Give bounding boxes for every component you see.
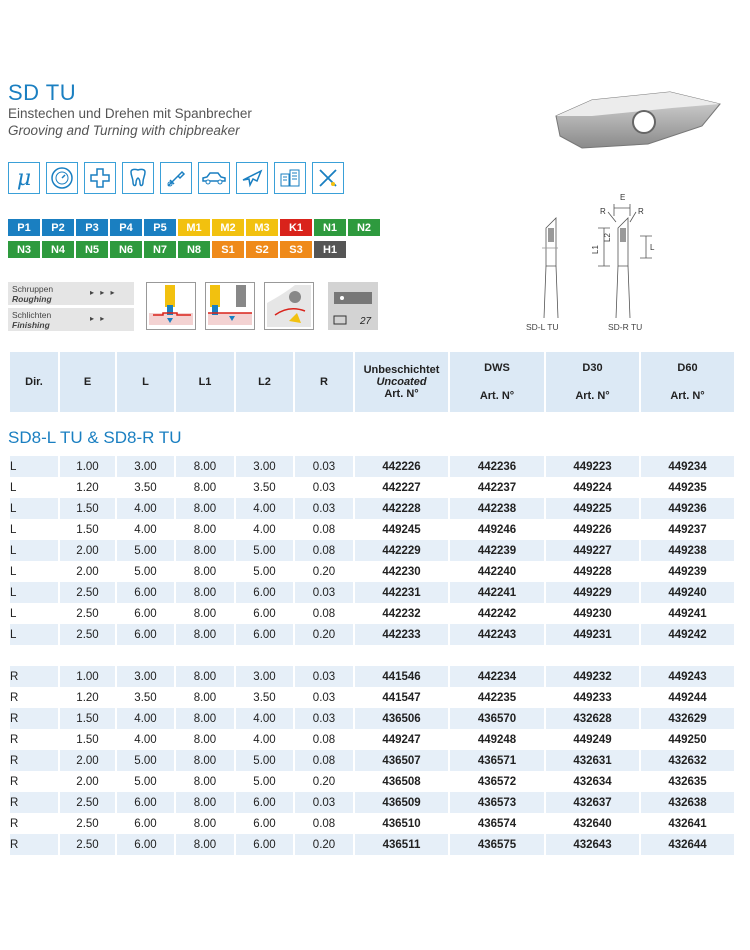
table-cell: 6.00 [236,792,293,813]
table-cell: 0.03 [295,456,353,477]
table-cell: R [10,792,58,813]
material-badge: S2 [246,241,278,258]
table-body-left [10,456,734,645]
table-cell: 6.00 [253,607,276,620]
table-cell: 8.00 [193,733,217,746]
col-dir: Dir. [10,352,58,412]
table-body-right [10,666,734,855]
table-cell: L [10,624,58,645]
table-cell: 432635 [668,775,707,788]
table-row [10,792,734,813]
table-cell: 436510 [382,817,421,830]
table-cell: 449230 [573,607,612,620]
col-d60-art: Art. N° [670,390,705,402]
table-cell: 449225 [546,498,639,519]
table-cell: 449227 [546,540,639,561]
table-cell: 2.50 [60,582,115,603]
table-cell: 449232 [546,666,639,687]
table-cell: 449229 [546,582,639,603]
table-cell: 1.50 [76,733,99,746]
table-cell: 8.00 [193,775,217,788]
table-cell: 3.50 [253,481,276,494]
table-cell: 4.00 [236,708,293,729]
table-cell: 449246 [477,523,517,536]
table-cell: 449234 [641,456,734,477]
table-cell: L [10,481,17,494]
table-cell: 3.00 [117,456,174,477]
table-cell: 2.50 [60,792,115,813]
table-cell: 1.50 [76,523,99,536]
material-badge: P2 [42,219,74,236]
table-row [10,519,734,540]
material-badge: N7 [144,241,176,258]
table-cell: 0.20 [312,565,336,578]
table-cell: 0.20 [295,834,353,855]
table-cell: 449240 [641,582,734,603]
medical-cross-icon [84,162,116,194]
table-cell: 442231 [355,582,448,603]
subtitle-german: Einstechen und Drehen mit Spanbrecher [8,106,252,121]
table-cell: 1.20 [76,481,99,494]
table-cell: 432632 [641,750,734,771]
table-cell: 0.08 [312,817,336,830]
table-cell: 3.00 [236,666,293,687]
table-cell: 8.00 [193,817,217,830]
table-cell: 449233 [573,691,612,704]
table-cell: 442235 [477,691,517,704]
airplane-icon [236,162,268,194]
table-row [10,729,734,750]
material-badge: M1 [178,219,210,236]
table-cell: 8.00 [176,750,234,771]
table-cell: 436507 [355,750,448,771]
building-icon [274,162,306,194]
crossed-tools-icon [312,162,344,194]
table-cell: 442230 [382,565,421,578]
material-badge: K1 [280,219,312,236]
table-cell: 442226 [355,456,448,477]
material-badge: M2 [212,219,244,236]
application-icons [8,162,344,194]
table-cell: 6.00 [117,582,174,603]
table-cell: 2.50 [76,607,99,620]
roughing-label-en: Roughing [12,294,52,304]
table-cell: 2.50 [60,834,115,855]
table-cell: 442243 [450,624,544,645]
sd-l-tu-label: SD-L TU [526,322,559,332]
table-cell: 8.00 [193,481,217,494]
table-row [10,540,734,561]
table-row [10,624,734,645]
book-icon [334,316,346,324]
table-cell: 449243 [641,666,734,687]
table-cell: 8.00 [176,582,234,603]
table-cell: 449223 [546,456,639,477]
table-cell: 442237 [477,481,517,494]
col-dws [450,352,544,412]
table-cell: 6.00 [134,817,157,830]
table-cell: L [10,607,17,620]
table-cell: 449228 [573,565,612,578]
table-cell: R [10,733,19,746]
profiling-operation-icon [264,282,314,330]
table-cell: 442234 [450,666,544,687]
table-cell: 4.00 [134,523,157,536]
table-cell: 2.50 [60,624,115,645]
table-cell: 2.00 [76,775,99,788]
col-dws-art: Art. N° [479,390,515,402]
dim-l-label: L [650,243,655,252]
table-cell: 0.03 [295,498,353,519]
table-cell: 8.00 [176,540,234,561]
table-cell: 1.00 [60,456,115,477]
table-cell: 449226 [573,523,612,536]
table-cell: 8.00 [193,523,217,536]
table-row [10,498,734,519]
table-row [10,834,734,855]
tool-icon [160,162,192,194]
table-cell: 6.00 [117,792,174,813]
table-cell: 0.03 [295,666,353,687]
table-cell: 442242 [477,607,517,620]
table-cell: 0.03 [295,792,353,813]
table-cell: 442236 [450,456,544,477]
table-cell: 3.00 [117,666,174,687]
table-cell: 0.20 [312,775,336,788]
table-cell: 436573 [450,792,544,813]
col-uncoated-de: Unbeschichtet [363,364,440,376]
material-badge: H1 [314,241,346,258]
table-cell: 436571 [450,750,544,771]
roughing-label: Schruppen [12,284,54,294]
material-badge: P3 [76,219,108,236]
table-row [10,687,734,708]
col-d30-art: Art. N° [575,390,610,402]
table-cell: 449231 [546,624,639,645]
table-cell: 432644 [641,834,734,855]
table-cell: L [10,582,58,603]
table-cell: 449249 [573,733,612,746]
table-cell: L [10,498,58,519]
col-d30-title: D30 [582,362,603,374]
table-cell: 442238 [450,498,544,519]
material-badge: S3 [280,241,312,258]
table-cell: 449224 [573,481,612,494]
table-cell: 0.08 [312,733,336,746]
table-cell: 3.00 [236,456,293,477]
table-cell: 8.00 [176,666,234,687]
table-cell: 5.00 [253,565,276,578]
legend-roughing [8,282,134,305]
table-cell: 2.00 [76,565,99,578]
table-cell: 436506 [355,708,448,729]
table-cell: 432634 [573,775,612,788]
table-cell: 8.00 [176,708,234,729]
table-cell: L [10,523,17,536]
table-cell: R [10,691,19,704]
table-cell: 6.00 [236,834,293,855]
table-cell: 2.00 [60,540,115,561]
col-dws-title: DWS [484,362,510,374]
table-row [10,603,734,624]
material-badge: P4 [110,219,142,236]
table-cell: 1.00 [60,666,115,687]
table-cell: 8.00 [193,607,217,620]
table-cell: 8.00 [176,792,234,813]
table-cell: 1.50 [60,708,115,729]
material-group-row-2 [8,241,346,258]
table-cell: 3.50 [134,481,157,494]
table-cell: L [10,456,58,477]
material-badge: N5 [76,241,108,258]
subtitle-english: Grooving and Turning with chipbreaker [8,123,240,138]
table-cell: 4.00 [117,498,174,519]
table-cell: 441546 [355,666,448,687]
table-cell: 449244 [668,691,707,704]
table-cell: 8.00 [176,498,234,519]
table-cell: 449235 [668,481,707,494]
table-cell: 0.08 [312,523,336,536]
table-cell: 0.03 [312,691,336,704]
table-cell: 5.00 [236,540,293,561]
table-cell: 432628 [546,708,639,729]
table-cell: 4.00 [253,733,276,746]
material-badge: N8 [178,241,210,258]
table-cell: 436509 [355,792,448,813]
dim-l2-label: L2 [603,233,612,242]
table-cell: 0.08 [295,750,353,771]
table-cell: 436511 [355,834,448,855]
table-cell: 442229 [355,540,448,561]
table-cell: 0.03 [295,582,353,603]
table-row [10,456,734,477]
table-cell: 449248 [477,733,517,746]
table-cell: 442240 [477,565,517,578]
col-d60 [641,352,734,412]
table-row [10,561,734,582]
table-cell: 449242 [641,624,734,645]
table-cell: 449239 [668,565,707,578]
table-cell: 442241 [450,582,544,603]
table-cell: 8.00 [176,624,234,645]
table-row [10,582,734,603]
table-cell: 449247 [382,733,421,746]
table-cell: 436508 [382,775,421,788]
table-cell: 449245 [382,523,421,536]
finishing-label-en: Finishing [12,320,50,330]
table-cell: R [10,775,19,788]
table-cell: 8.00 [193,565,217,578]
material-badge: M3 [246,219,278,236]
dim-l1-label: L1 [591,245,600,254]
table-cell: 0.08 [295,540,353,561]
table-cell: 0.03 [312,481,336,494]
material-badge: N4 [42,241,74,258]
table-cell: 442227 [382,481,421,494]
dim-r-right-label: R [638,207,644,216]
table-cell: 432641 [668,817,707,830]
material-group-row-1 [8,219,380,236]
table-cell: 0.03 [295,708,353,729]
table-cell: 6.00 [117,624,174,645]
table-cell: L [10,540,58,561]
table-cell: R [10,666,58,687]
material-badge: N6 [110,241,142,258]
table-row [10,666,734,687]
table-cell: 442233 [355,624,448,645]
table-cell: 5.00 [134,565,157,578]
table-row [10,477,734,498]
dimension-drawing [518,188,668,338]
table-cell: 5.00 [236,750,293,771]
table-cell: 442228 [355,498,448,519]
table-cell: 3.50 [134,691,157,704]
table-cell: 441547 [382,691,421,704]
table-cell: 0.20 [295,624,353,645]
table-cell: 2.50 [76,817,99,830]
table-cell: 432638 [641,792,734,813]
table-cell: 6.00 [236,582,293,603]
col-uncoated-art: Art. N° [384,388,419,400]
catalog-page-reference [328,282,378,330]
table-cell: 449238 [641,540,734,561]
table-cell: 432631 [546,750,639,771]
table-cell: 5.00 [134,775,157,788]
table-cell: 432629 [641,708,734,729]
table-cell: 1.50 [60,498,115,519]
material-badge: N2 [348,219,380,236]
table-cell: 449250 [668,733,707,746]
table-cell: 4.00 [253,523,276,536]
table-cell: 6.00 [253,817,276,830]
table-cell: 5.00 [117,540,174,561]
table-cell: 449236 [641,498,734,519]
table-cell: L [10,565,17,578]
material-badge: N1 [314,219,346,236]
table-cell: 432640 [573,817,612,830]
table-cell: R [10,708,58,729]
material-badge: N3 [8,241,40,258]
table-cell: 6.00 [134,607,157,620]
table-cell: 4.00 [236,498,293,519]
table-cell: R [10,834,58,855]
table-cell: 432643 [546,834,639,855]
table-cell: 8.00 [176,834,234,855]
col-l: L [117,352,174,412]
table-cell: 442239 [450,540,544,561]
table-cell: 5.00 [253,775,276,788]
grooving-operation-icon [146,282,196,330]
table-cell: 6.00 [117,834,174,855]
material-badge: P5 [144,219,176,236]
col-e: E [60,352,115,412]
table-row [10,813,734,834]
table-cell: 4.00 [117,708,174,729]
page-title: SD TU [8,80,77,105]
table-cell: 432637 [546,792,639,813]
col-uncoated [355,352,448,412]
col-uncoated-en: Uncoated [376,376,427,388]
table-cell: 436570 [450,708,544,729]
clock-icon [46,162,78,194]
table-cell: 0.08 [312,607,336,620]
dim-e-label: E [620,193,626,202]
table-cell: 8.00 [193,691,217,704]
col-d30 [546,352,639,412]
table-cell: 436572 [477,775,517,788]
tooth-icon [122,162,154,194]
material-badge: S1 [212,241,244,258]
legend-finishing [8,308,134,331]
col-r: R [295,352,353,412]
table-cell: R [10,750,58,771]
article-table [8,352,736,855]
turning-operation-icon [205,282,255,330]
table-cell: 1.20 [76,691,99,704]
table-cell: 6.00 [236,624,293,645]
col-l2: L2 [236,352,293,412]
table-cell: 436575 [450,834,544,855]
mu-icon: μ [8,162,40,194]
table-cell: 2.00 [60,750,115,771]
catalog-page-number: 27 [360,316,372,327]
car-icon [198,162,230,194]
table-row [10,708,734,729]
roughing-arrows: ▸ ▸ ▸ [90,288,117,297]
material-badge: P1 [8,219,40,236]
finishing-arrows: ▸ ▸ [90,314,107,323]
table-cell: 3.50 [253,691,276,704]
dim-r-left-label: R [600,207,606,216]
col-d60-title: D60 [677,362,698,374]
table-cell: 8.00 [176,456,234,477]
table-cell: 449237 [668,523,707,536]
table-cell: R [10,817,19,830]
table-cell: 442232 [382,607,421,620]
finishing-label: Schlichten [12,310,52,320]
table-row [10,750,734,771]
table-header-row [10,352,734,412]
table-cell: 449241 [668,607,707,620]
table-cell: 4.00 [134,733,157,746]
table-cell: 436574 [477,817,517,830]
table-row [10,771,734,792]
sd-r-tu-label: SD-R TU [608,322,643,332]
section-title: SD8-L TU & SD8-R TU [8,428,182,447]
insert-product-image [552,86,722,156]
table-cell: 5.00 [117,750,174,771]
col-l1: L1 [176,352,234,412]
